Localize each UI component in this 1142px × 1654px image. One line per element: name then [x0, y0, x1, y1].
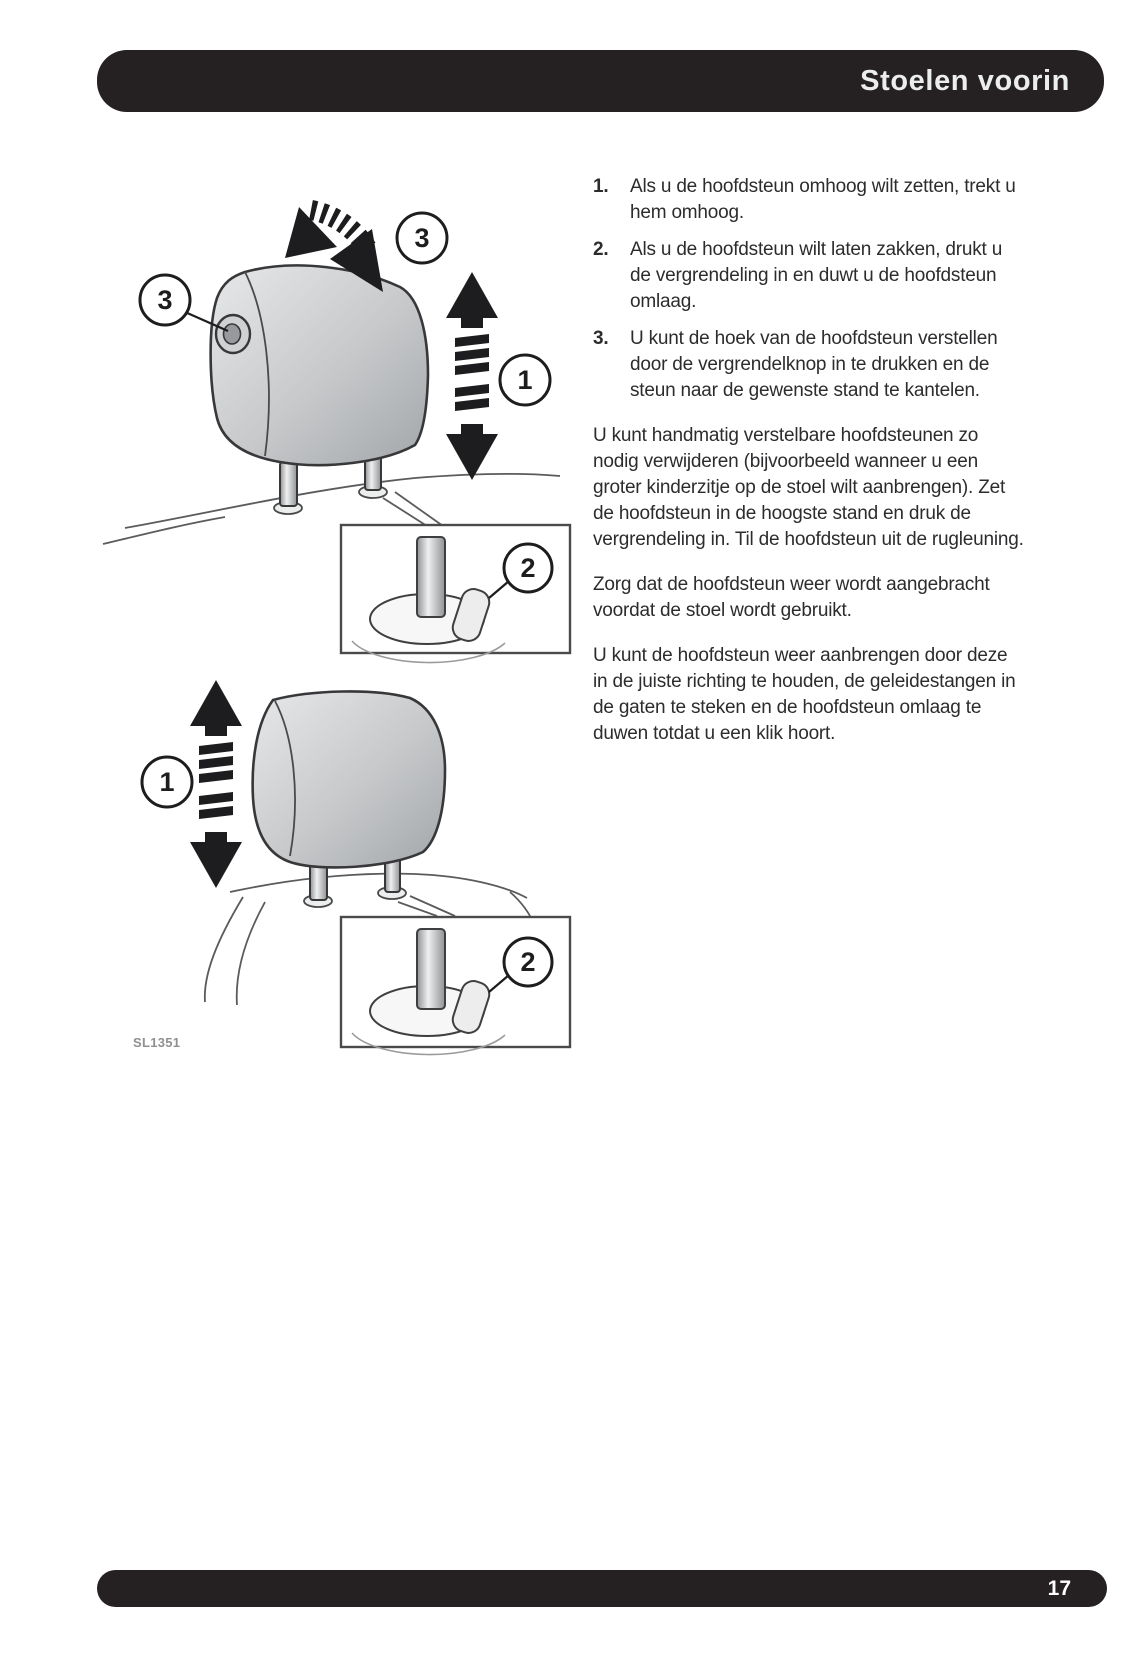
step-2-text: Als u de hoofdsteun wilt laten zakken, drukt u de vergrendeling in en duwt u de hoofdsteun omlaag. — [630, 239, 1003, 312]
diagram-tilt-and-height — [103, 207, 570, 663]
callout-1-top — [500, 355, 550, 405]
height-arrow-bottom — [190, 680, 242, 888]
callout-3-button-label: 3 — [157, 285, 173, 315]
callout-3-tilt — [397, 213, 447, 263]
step-3-number: 3. — [593, 328, 609, 349]
callout-2-top-label: 2 — [520, 553, 536, 583]
paragraph-refit: U kunt de hoofdsteun weer aanbrengen door deze in de juiste richting te houden, de geleidestangen in de gaten te steken en de hoofdsteun omlaag te duwen totdat u een klik hoort. — [593, 645, 1016, 744]
step-3-text: U kunt de hoek van de hoofdsteun verstellen door de vergrendelknop in te drukken en de steun naar de gewenste stand te kantelen. — [630, 328, 998, 401]
tilt-lock-button — [216, 315, 250, 353]
step-1-number: 1. — [593, 176, 609, 197]
step-3 — [593, 326, 1025, 404]
height-arrow-top — [446, 272, 498, 480]
headrest-bottom-view — [253, 691, 445, 867]
callout-1-top-label: 1 — [517, 365, 533, 395]
step-2-number: 2. — [593, 239, 609, 260]
step-2 — [593, 237, 1025, 315]
page-title: Stoelen voorin — [860, 64, 1070, 97]
callout-1-bottom-label: 1 — [159, 767, 175, 797]
callout-2-bottom — [504, 938, 552, 986]
paragraph-remove: U kunt handmatig verstelbare hoofdsteunen zo nodig verwijderen (bijvoorbeeld wanneer u een groter kinderzitje op de stoel wilt aanbrengen). Zet de hoofdsteun in de hoogste stand en druk de vergrendeling in. Til de hoofdsteun uit de rugleuning. — [593, 425, 1024, 550]
headrest-top-view — [211, 265, 428, 465]
callout-2-bottom-label: 2 — [520, 947, 536, 977]
figure-code: SL1351 — [133, 1035, 181, 1050]
step-1-text: Als u de hoofdsteun omhoog wilt zetten, trekt u hem omhoog. — [630, 176, 1016, 223]
inset-lock-bottom — [341, 917, 570, 1055]
callout-1-bottom — [142, 757, 192, 807]
paragraph-warning: Zorg dat de hoofdsteun weer wordt aangebracht voordat de stoel wordt gebruikt. — [593, 574, 990, 621]
step-1 — [593, 174, 1025, 226]
callout-3-tilt-label: 3 — [414, 223, 430, 253]
headrest-figure — [95, 150, 585, 1060]
callout-2-top — [504, 544, 552, 592]
page-number: 17 — [1047, 1576, 1071, 1600]
inset-lock-top — [341, 525, 570, 663]
header-bar — [97, 50, 1104, 112]
diagram-remove-refit — [133, 680, 570, 1055]
instructions-column — [593, 174, 1025, 766]
footer-bar — [97, 1570, 1107, 1607]
headrest-diagram — [95, 150, 585, 1060]
